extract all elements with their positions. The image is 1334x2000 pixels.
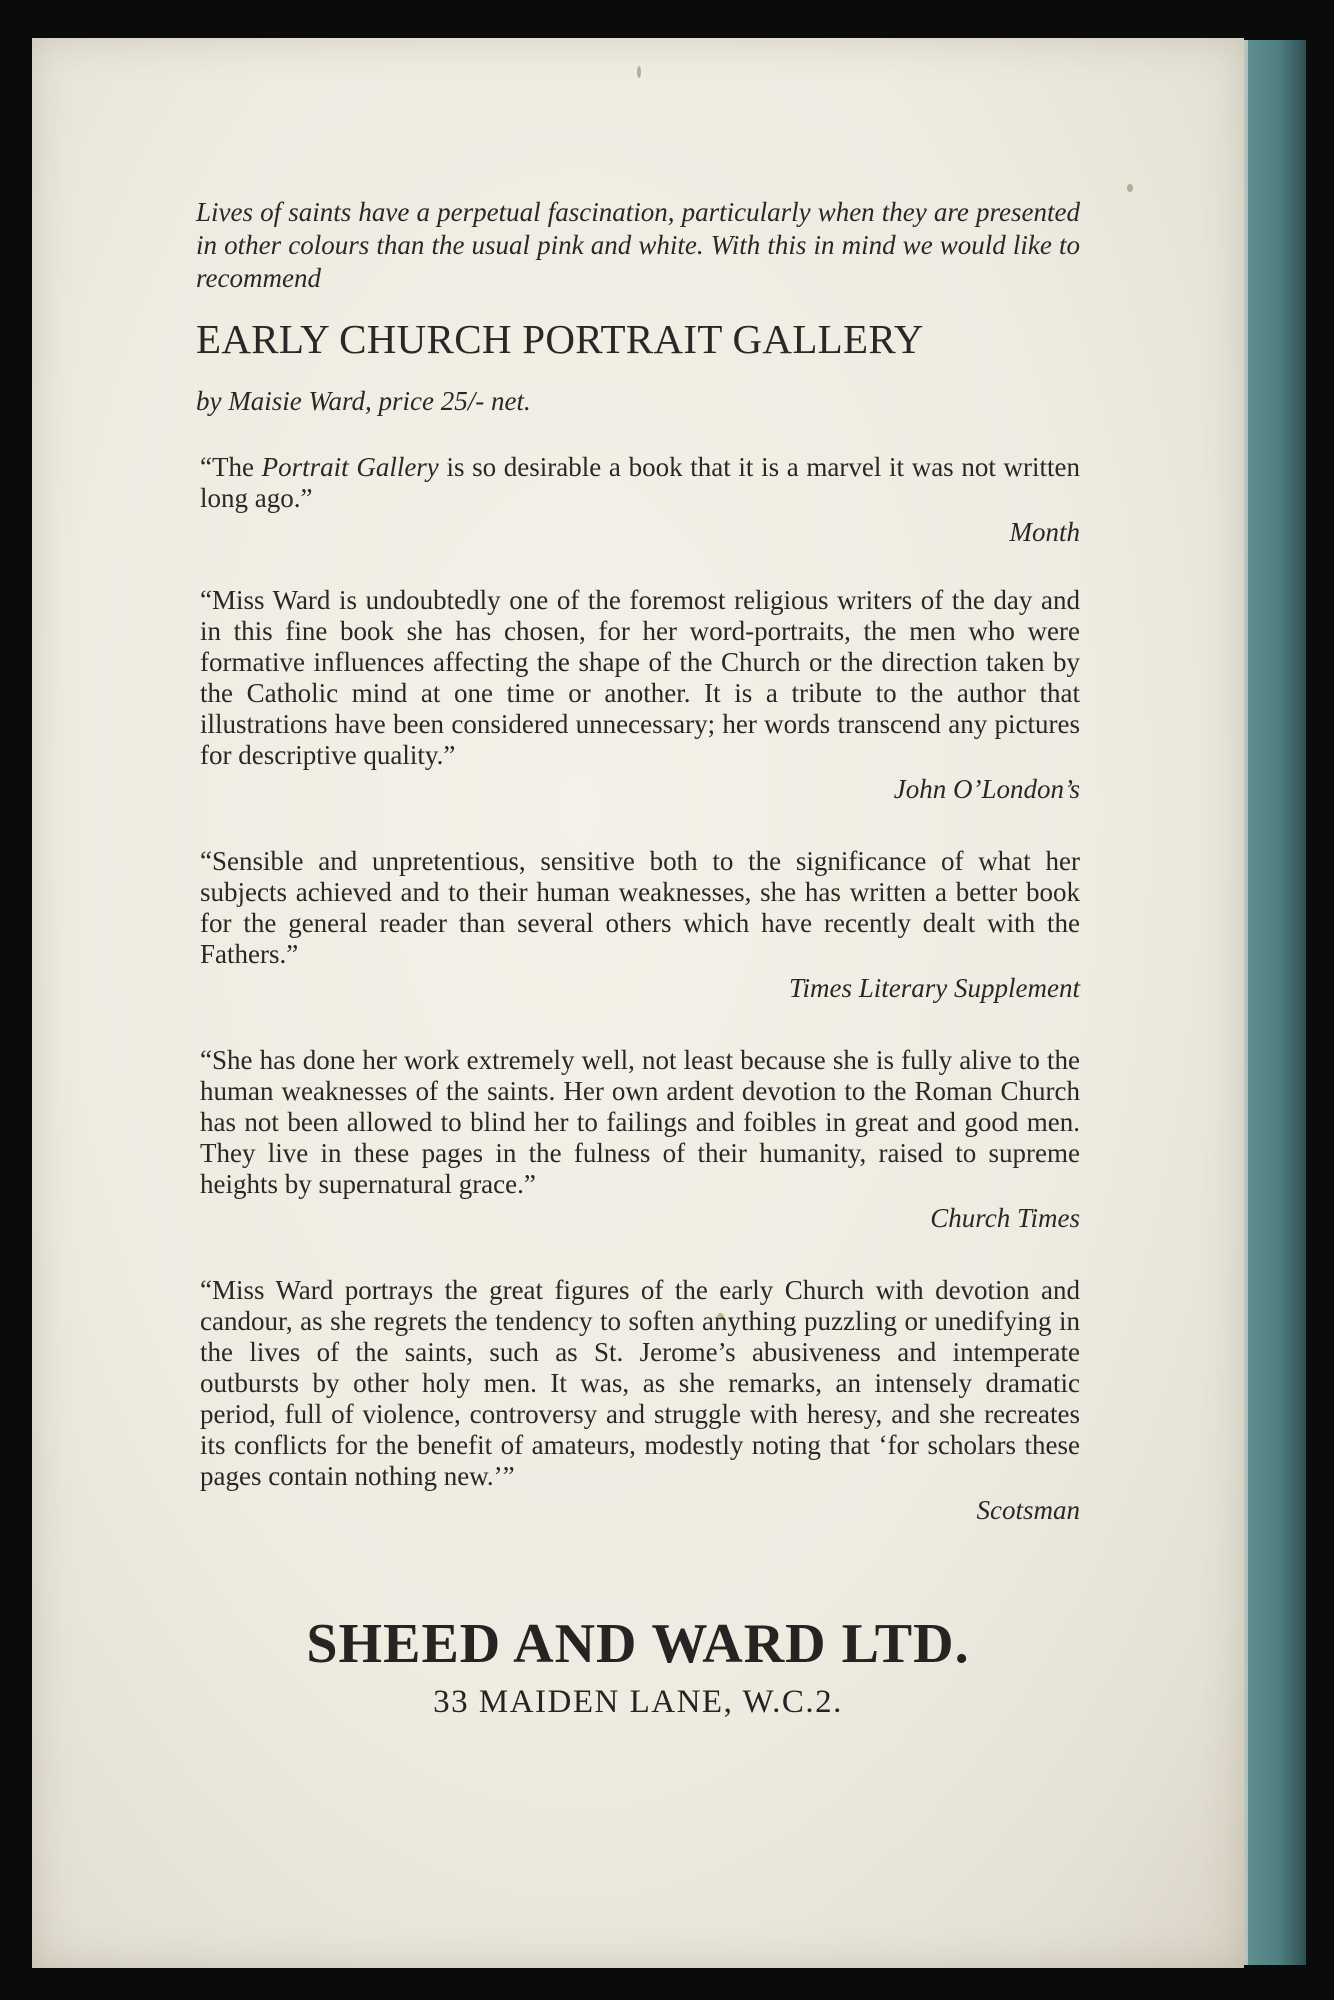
review-john-o-londons [200,585,1080,806]
review-quote: “Sensible and unpretentious, sensitive both to the significance of what her subjects achieved and to their human weaknesses, she has written a better book for the general reader than several others which have recently dealt with the Fathers.” [200,846,1080,969]
review-source: Scotsman [976,1495,1080,1525]
review-source: Times Literary Supplement [789,973,1080,1003]
review-church-times [200,1045,1080,1235]
paper-spot [1127,184,1133,192]
publisher-name: SHEED AND WARD LTD. [306,1613,970,1675]
review-quote: “The Portrait Gallery is so desirable a book that it is a marvel it was not written long ago.” [200,452,1080,513]
review-scotsman [200,1275,1080,1527]
review-quote: “Miss Ward is undoubtedly one of the foremost religious writers of the day and in this fine book she has chosen, for her word-portraits, the men who were formative influences affecting the shape of the Church or the direction taken by the Catholic mind at one time or another. It is a tribute to the author that illustrations have been considered unnecessary; her words transcend any pictures for descriptive quality.” [200,585,1080,770]
review-quote: “She has done her work extremely well, not least because she is fully alive to the human weaknesses of the saints. Her own ardent devotion to the Roman Church has not been allowed to blind her to failings and foibles in great and good men. They live in these pages in the fulness of their humanity, raised to supreme heights by supernatural grace.” [200,1045,1080,1199]
review-source: Month [1009,517,1080,547]
review-quote: “Miss Ward portrays the great figures of the early Church with devotion and candour, as she regrets the tendency to soften anything puzzling or unedifying in the lives of the saints, such as St. Jerome’s abusiveness and intemperate outbursts by other holy men. It was, as she remarks, an intensely dramatic period, full of violence, controversy and struggle with heresy, and she recreates its conflicts for the benefit of amateurs, modestly noting that ‘for scholars these pages contain nothing new.’” [200,1275,1080,1491]
review-source: John O’London’s [893,774,1080,804]
publisher-block [32,1612,1244,1722]
review-times-literary-supplement [200,846,1080,1005]
paper-spot [637,66,641,78]
review-month [200,452,1080,549]
review-source: Church Times [930,1203,1080,1233]
book-title: EARLY CHURCH PORTRAIT GALLERY [196,316,924,362]
jacket-text [196,196,1080,1527]
author-price-line: by Maisie Ward, price 25/- net. [196,386,531,416]
intro-text: Lives of saints have a perpetual fascination, particularly when they are presented in other colours than the usual pink and white. With this in mind we would like to recommend [196,197,1080,293]
publisher-address: 33 MAIDEN LANE, W.C.2. [433,1684,843,1720]
